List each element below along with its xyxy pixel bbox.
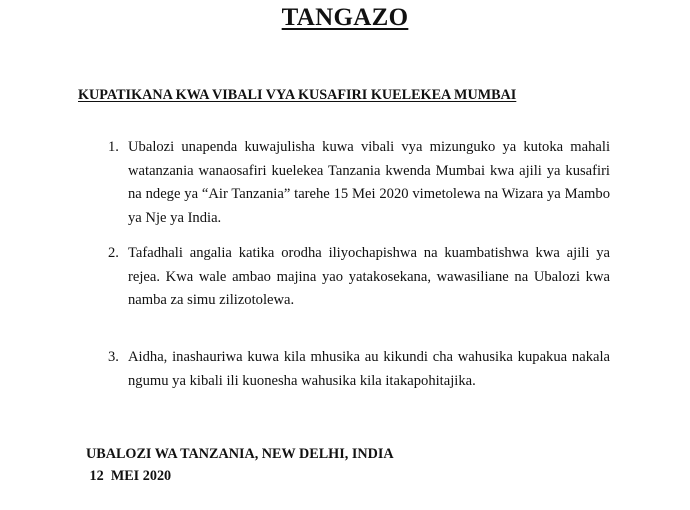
list-item xyxy=(108,346,610,393)
document-title: TANGAZO xyxy=(281,4,409,31)
signature-block xyxy=(86,443,394,487)
signature-date: 12 MEI 2020 xyxy=(86,468,172,484)
list-item-text: Tafadhali angalia katika orodha iliyochapishwa na kuambatishwa kwa ajili ya rejea. Kwa wale ambao majina yao yatakosekana, wawasiliane na Ubalozi kwa namba za simu zilizotolewa. xyxy=(128,245,610,308)
list-item-number: 2. xyxy=(108,245,119,261)
list-item-number: 3. xyxy=(108,349,119,365)
list-item-text: Aidha, inashauriwa kuwa kila mhusika au kikundi cha wahusika kupakua nakala ngumu ya kibali ili kuonesha wahusika kila itakapohitajika. xyxy=(128,349,610,389)
list-item-number: 1. xyxy=(108,139,119,155)
list-item-text: Ubalozi unapenda kuwajulisha kuwa vibali vya mizunguko ya kutoka mahali watanzania wanaosafiri kuelekea Tanzania kwenda Mumbai kwa ajili ya kusafiri na ndege ya “Air Tanzania” tarehe 15 Mei 2020 vimetolewa na Wizara ya Mambo ya Nje ya India. xyxy=(128,139,610,226)
signature-issuer: UBALOZI WA TANZANIA, NEW DELHI, INDIA xyxy=(86,446,394,462)
document-subtitle: KUPATIKANA KWA VIBALI VYA KUSAFIRI KUELEKEA MUMBAI xyxy=(78,87,517,103)
list-item xyxy=(108,136,610,230)
list-item xyxy=(108,242,610,313)
